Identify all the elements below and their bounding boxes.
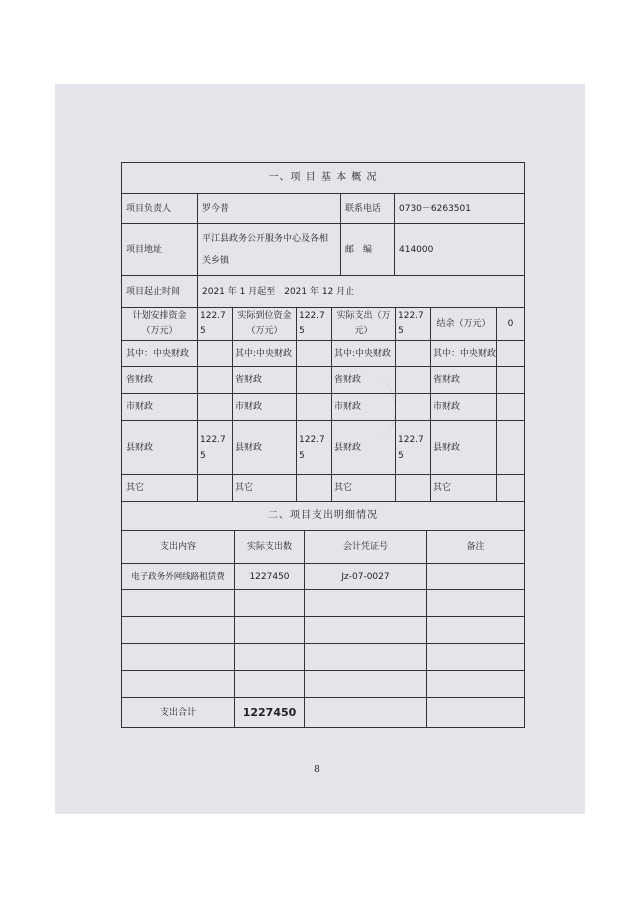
source-label: 市财政 — [430, 394, 496, 420]
source-value — [496, 394, 524, 420]
table-row — [122, 563, 524, 589]
source-label: 其它 — [430, 475, 496, 501]
source-value — [296, 394, 331, 420]
source-label: 市财政 — [232, 394, 296, 420]
expense-remark — [426, 644, 524, 670]
col-header-voucher: 会计凭证号 — [304, 531, 426, 563]
expense-content — [122, 617, 234, 643]
address-value: 平江县政务公开服务中心及各相关乡镇 — [197, 224, 340, 275]
source-label: 其中：中央财政 — [126, 348, 190, 359]
source-label: 其它 — [331, 475, 395, 501]
expense-voucher: Jz-07-0027 — [304, 564, 426, 589]
source-row — [122, 366, 524, 393]
source-row — [122, 393, 524, 420]
source-label: 省财政 — [232, 367, 296, 393]
expense-remark — [426, 617, 524, 643]
table-row — [122, 589, 524, 616]
total-row — [122, 697, 524, 727]
received-funds-value: 122.75 — [296, 308, 331, 340]
expense-remark — [426, 671, 524, 697]
received-funds-label: 实际到位资金（万元） — [232, 308, 296, 340]
source-value — [496, 475, 524, 501]
col-header-content: 支出内容 — [159, 542, 196, 552]
section2-title: 二、项目支出明细情况 — [268, 510, 378, 521]
expense-amount — [234, 644, 304, 670]
expense-amount: 1227450 — [234, 564, 304, 589]
actual-spend-label: 实际支出（万元） — [331, 308, 395, 340]
expense-remark — [426, 590, 524, 616]
expense-voucher — [304, 590, 426, 616]
planned-funds-value: 122.75 — [197, 308, 232, 340]
total-value: 1227450 — [234, 698, 304, 727]
source-value — [296, 475, 331, 501]
source-label: 其它 — [126, 483, 145, 493]
source-value: 122.75 — [197, 421, 232, 474]
leader-label: 项目负责人 — [126, 203, 172, 214]
expense-amount — [234, 617, 304, 643]
expense-voucher — [304, 644, 426, 670]
source-value: 122.75 — [395, 421, 430, 474]
source-label: 其中：中央财政 — [430, 341, 496, 366]
expense-header-row — [122, 530, 524, 563]
source-value — [197, 367, 232, 393]
table-row — [122, 643, 524, 670]
table-row — [122, 670, 524, 697]
source-label: 市财政 — [331, 394, 395, 420]
source-value — [496, 367, 524, 393]
source-row — [122, 340, 524, 366]
leader-row — [122, 193, 524, 223]
source-label: 县财政 — [232, 421, 296, 474]
source-value — [296, 367, 331, 393]
source-label: 县财政 — [126, 442, 154, 453]
period-row — [122, 275, 524, 307]
source-label: 县财政 — [430, 421, 496, 474]
source-value — [395, 475, 430, 501]
expense-amount — [234, 671, 304, 697]
source-row — [122, 420, 524, 474]
source-label: 其中:中央财政 — [331, 341, 395, 366]
expense-amount — [234, 590, 304, 616]
project-form — [121, 162, 525, 728]
expense-voucher — [304, 617, 426, 643]
expense-content — [122, 590, 234, 616]
postcode-label: 邮 编 — [340, 224, 394, 275]
source-value: 122.75 — [296, 421, 331, 474]
section1-title-row — [122, 163, 524, 193]
source-value — [395, 341, 430, 366]
expense-content: 电子政务外网线路租赁费 — [131, 571, 225, 582]
expense-content — [122, 671, 234, 697]
source-label: 市财政 — [126, 402, 154, 412]
total-voucher — [304, 698, 426, 727]
planned-funds-label: 计划安排资金（万元） — [132, 311, 187, 336]
section2-title-row — [122, 501, 524, 530]
source-value — [395, 394, 430, 420]
source-label: 其中:中央财政 — [232, 341, 296, 366]
source-value — [197, 341, 232, 366]
balance-label: 结余（万元） — [430, 308, 496, 340]
source-value — [296, 341, 331, 366]
source-label: 省财政 — [430, 367, 496, 393]
total-label: 支出合计 — [159, 707, 196, 718]
source-value — [395, 367, 430, 393]
expense-content — [122, 644, 234, 670]
leader-value: 罗今普 — [197, 194, 340, 223]
col-header-amount: 实际支出数 — [234, 531, 304, 563]
source-label: 省财政 — [126, 375, 154, 385]
source-label: 省财政 — [331, 367, 395, 393]
total-remark — [426, 698, 524, 727]
period-value: 2021 年 1 月起至 2021 年 12 月止 — [197, 276, 524, 307]
expense-voucher — [304, 671, 426, 697]
funds-row — [122, 307, 524, 340]
source-label: 县财政 — [331, 421, 395, 474]
table-row — [122, 616, 524, 643]
source-value — [197, 475, 232, 501]
contact-value: 0730－6263501 — [394, 194, 524, 223]
page-number: 8 — [314, 765, 320, 775]
address-label: 项目地址 — [126, 244, 163, 255]
source-row — [122, 474, 524, 501]
source-value — [197, 394, 232, 420]
expense-remark — [426, 564, 524, 589]
contact-label: 联系电话 — [340, 194, 394, 223]
address-row — [122, 223, 524, 275]
actual-spend-value: 122.75 — [395, 308, 430, 340]
source-label: 其它 — [232, 475, 296, 501]
source-value — [496, 421, 524, 474]
postcode-value: 414000 — [394, 224, 524, 275]
section1-title: 一、项 目 基 本 概 况 — [268, 172, 378, 183]
source-value — [496, 341, 524, 366]
period-label: 项目起止时间 — [126, 286, 181, 297]
balance-value: 0 — [496, 308, 524, 340]
col-header-remark: 备注 — [426, 531, 524, 563]
